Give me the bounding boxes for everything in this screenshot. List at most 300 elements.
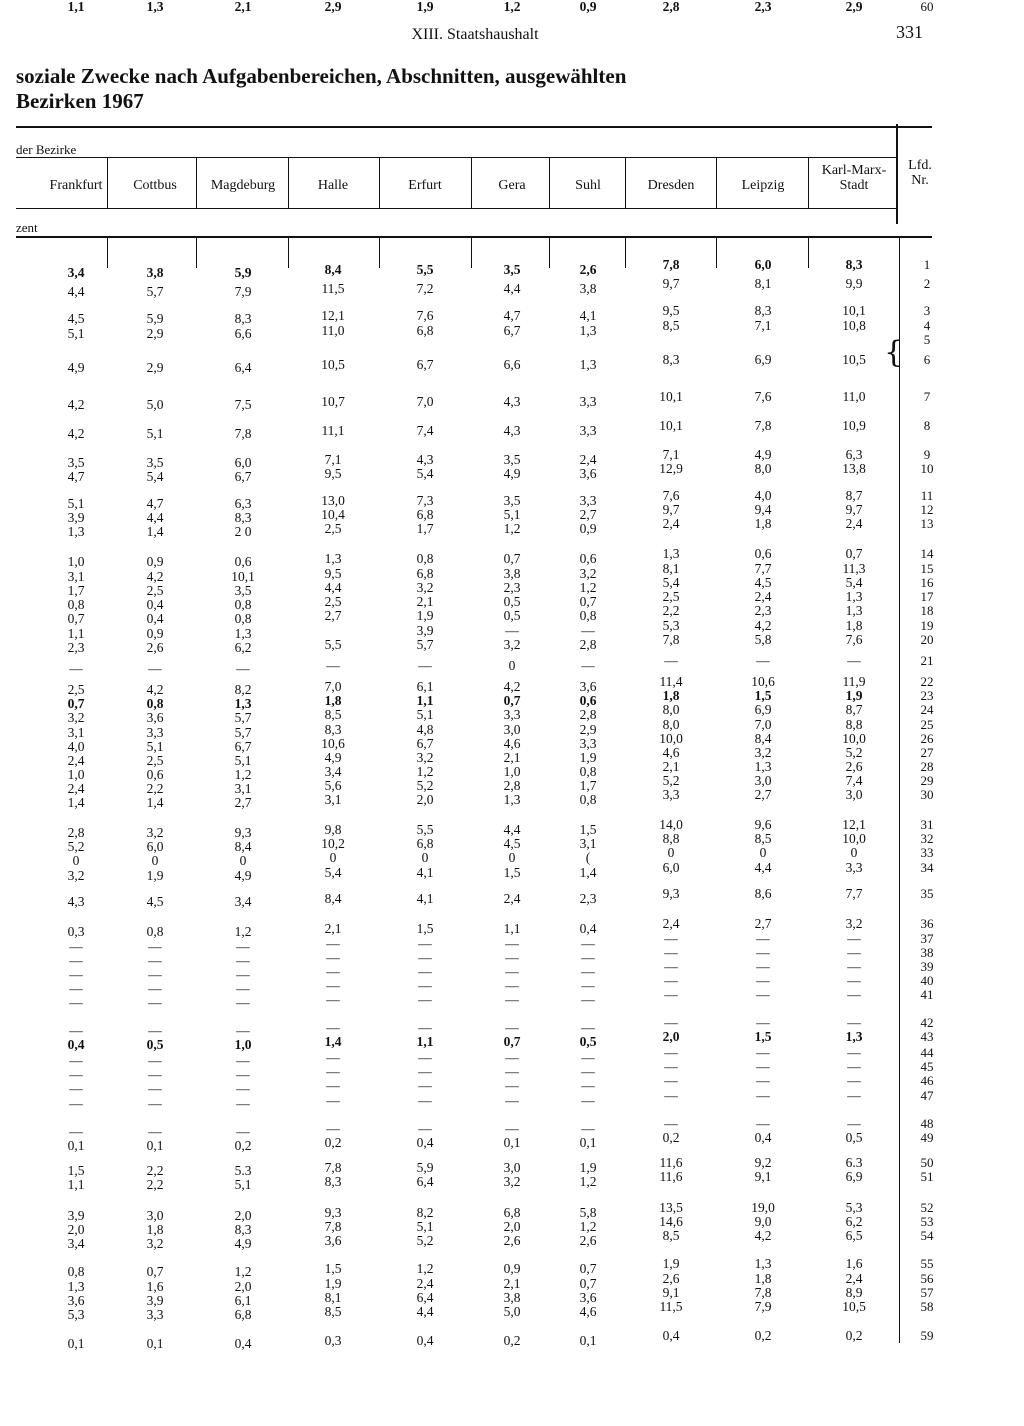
table-cell: 4,4 (416, 1304, 434, 1319)
table-cell: 2,1 (234, 0, 252, 14)
table-cell: 1,0 (67, 554, 85, 569)
table-cell: 2,6 (662, 1271, 680, 1286)
table-cell: — (326, 1050, 340, 1065)
table-cell: 2,1 (324, 921, 342, 936)
table-cell: 4,2 (67, 397, 85, 412)
table-cell: 4,5 (754, 575, 772, 590)
table-cell: 4,2 (146, 682, 164, 697)
table-cell: 2,6 (146, 640, 164, 655)
table-cell: 0,7 (503, 551, 521, 566)
table-cell: — (581, 658, 595, 673)
table-cell: 4,9 (324, 750, 342, 765)
table-cell: 1,2 (579, 1219, 597, 1234)
table-cell: — (756, 1015, 770, 1030)
table-cell: 8,3 (234, 1222, 252, 1237)
table-cell: 3,0 (503, 1160, 521, 1175)
row-number: 34 (920, 860, 934, 875)
table-cell: 4,6 (662, 745, 680, 760)
header-top-rule (16, 126, 932, 128)
table-cell: — (505, 978, 519, 993)
table-cell: 0,9 (503, 1261, 521, 1276)
table-cell: 6,8 (416, 566, 434, 581)
table-cell: 1,7 (579, 778, 597, 793)
table-cell: — (326, 978, 340, 993)
table-cell: 1,9 (579, 1160, 597, 1175)
row-number: 33 (920, 845, 934, 860)
table-cell: 10,0 (842, 831, 866, 846)
table-cell: 8,5 (324, 1304, 342, 1319)
table-cell: 4,5 (146, 894, 164, 909)
table-cell: — (756, 973, 770, 988)
table-cell: 8,5 (754, 831, 772, 846)
table-cell: 4,4 (503, 281, 521, 296)
table-cell: 1,3 (845, 603, 863, 618)
table-cell: 2,8 (503, 778, 521, 793)
table-cell: 12,1 (842, 817, 866, 832)
table-cell: 1,3 (234, 696, 252, 711)
table-cell: 5,9 (234, 265, 252, 280)
table-cell: 1,3 (579, 323, 597, 338)
table-cell: 4,4 (503, 822, 521, 837)
table-cell: — (69, 995, 83, 1010)
table-cell: — (148, 981, 162, 996)
row-number: 50 (920, 1155, 934, 1170)
table-cell: — (505, 623, 519, 638)
table-cell: 0,8 (67, 597, 85, 612)
table-cell: 11,6 (659, 1155, 683, 1170)
row-number: 26 (920, 731, 934, 746)
table-cell: 9,7 (845, 502, 863, 517)
table-cell: 1,2 (579, 1174, 597, 1189)
table-cell: — (847, 1088, 861, 1103)
table-cell: 9,2 (754, 1155, 772, 1170)
table-cell: 0,4 (416, 1333, 434, 1348)
table-cell: 4,5 (503, 836, 521, 851)
table-cell: — (236, 1081, 250, 1096)
table-cell: 6,8 (416, 507, 434, 522)
table-cell: 5,3 (662, 618, 680, 633)
table-cell: — (69, 981, 83, 996)
table-cell: 0,2 (754, 1328, 772, 1343)
table-cell: 2,5 (324, 521, 342, 536)
row-number: 17 (920, 589, 934, 604)
table-cell: — (326, 1020, 340, 1035)
table-cell: 0,7 (845, 546, 863, 561)
table-cell: — (581, 1093, 595, 1108)
row-number: 54 (920, 1228, 934, 1243)
table-cell: 9,7 (662, 502, 680, 517)
table-cell: 1,8 (754, 516, 772, 531)
table-cell: 8,4 (754, 731, 772, 746)
table-cell: — (581, 1078, 595, 1093)
row-number: 14 (920, 546, 934, 561)
table-cell: 5,7 (416, 637, 434, 652)
table-cell: — (505, 1078, 519, 1093)
row-number: 43 (920, 1029, 934, 1044)
column-divider (808, 158, 809, 208)
row-number: 4 (923, 318, 931, 333)
table-cell: 3,3 (579, 423, 597, 438)
row-number: 18 (920, 603, 934, 618)
row-number: 53 (920, 1214, 934, 1229)
table-cell: — (418, 978, 432, 993)
table-cell: 4,9 (503, 466, 521, 481)
row-number: 12 (920, 502, 934, 517)
table-cell: 1,3 (503, 792, 521, 807)
table-cell: — (418, 1078, 432, 1093)
table-cell: 4,7 (503, 308, 521, 323)
table-cell: 3,6 (67, 1293, 85, 1308)
table-cell: — (418, 1050, 432, 1065)
table-cell: 1,3 (67, 1279, 85, 1294)
table-cell: 8,2 (416, 1205, 434, 1220)
table-cell: 0,1 (503, 1135, 521, 1150)
column-divider (107, 158, 108, 208)
table-cell: 4,9 (234, 1236, 252, 1251)
table-cell: — (236, 981, 250, 996)
table-cell: 1,9 (662, 1256, 680, 1271)
table-cell: 4,4 (324, 580, 342, 595)
row-number: 29 (920, 773, 934, 788)
table-cell: — (418, 936, 432, 951)
row-number: 55 (920, 1256, 934, 1271)
column-divider (107, 238, 108, 268)
table-cell: 2,1 (416, 594, 434, 609)
group-label: der Bezirke (16, 142, 77, 157)
table-cell: — (69, 1053, 83, 1068)
table-cell: 3,5 (234, 583, 252, 598)
table-cell: 1,8 (845, 618, 863, 633)
table-cell: 7,5 (234, 397, 252, 412)
table-title-line-1: soziale Zwecke nach Aufgabenbereichen, Abschnitten, ausgewählten (16, 64, 627, 88)
table-cell: 1,1 (416, 693, 434, 708)
table-cell: 0,7 (579, 1261, 597, 1276)
table-cell: 3,4 (67, 265, 85, 280)
table-cell: 2 0 (234, 524, 252, 539)
table-cell: 13,8 (842, 461, 866, 476)
table-cell: 3,3 (146, 1307, 164, 1322)
table-cell: 3,4 (234, 894, 252, 909)
table-cell: 8,3 (845, 257, 863, 272)
table-cell: 4,3 (416, 452, 434, 467)
table-cell: 1,9 (324, 1276, 342, 1291)
table-cell: 5,3 (67, 1307, 85, 1322)
table-cell: 2,7 (754, 787, 772, 802)
table-cell: 6,0 (662, 860, 680, 875)
table-cell: 10,5 (321, 357, 345, 372)
table-cell: — (847, 1116, 861, 1131)
row-number: 22 (920, 674, 934, 689)
table-cell: 2,5 (67, 682, 85, 697)
table-cell: 9,0 (754, 1214, 772, 1229)
table-cell: 7,0 (416, 394, 434, 409)
table-cell: 4,1 (416, 891, 434, 906)
column-header: Halle (317, 178, 349, 193)
table-cell: 7,1 (324, 452, 342, 467)
table-cell: 2,8 (579, 707, 597, 722)
table-cell: — (664, 1045, 678, 1060)
table-cell: 4,6 (503, 736, 521, 751)
table-cell: 2,3 (754, 0, 772, 14)
table-cell: — (847, 987, 861, 1002)
table-cell: — (847, 653, 861, 668)
table-cell: 3,0 (754, 773, 772, 788)
table-cell: 4,9 (67, 360, 85, 375)
table-cell: 0,2 (845, 1328, 863, 1343)
table-cell: — (847, 959, 861, 974)
table-cell: — (236, 967, 250, 982)
table-cell: 5,6 (324, 778, 342, 793)
table-cell: — (847, 1059, 861, 1074)
table-cell: 3,1 (324, 792, 342, 807)
table-cell: 3,6 (579, 1290, 597, 1305)
table-cell: 3,0 (845, 787, 863, 802)
table-cell: 2,2 (662, 603, 680, 618)
table-cell: 1,1 (416, 1034, 434, 1049)
row-number: 59 (920, 1328, 934, 1343)
table-cell: 1,3 (754, 1256, 772, 1271)
table-cell: 2,8 (579, 637, 597, 652)
table-cell: 7,4 (416, 423, 434, 438)
table-cell: 2,0 (662, 1029, 680, 1044)
table-cell: 3,2 (146, 825, 164, 840)
table-cell: 7,7 (754, 561, 772, 576)
table-cell: 1,2 (579, 580, 597, 595)
row-number: 16 (920, 575, 934, 590)
table-cell: 1,3 (662, 546, 680, 561)
row-number: 52 (920, 1200, 934, 1215)
table-cell: 0,8 (416, 551, 434, 566)
table-cell: — (847, 1045, 861, 1060)
table-cell: 3,4 (324, 764, 342, 779)
table-cell: — (847, 1015, 861, 1030)
table-cell: 5,2 (416, 1233, 434, 1248)
table-cell: 10,6 (321, 736, 345, 751)
table-cell: 5,3 (845, 1200, 863, 1215)
table-cell: 3,1 (67, 569, 85, 584)
table-cell: 1,2 (234, 767, 252, 782)
table-cell: 1,2 (416, 764, 434, 779)
table-cell: 0,7 (67, 696, 85, 711)
table-cell: 10,9 (842, 418, 866, 433)
column-divider (625, 158, 626, 208)
table-cell: — (418, 1064, 432, 1079)
table-cell: 5,2 (845, 745, 863, 760)
table-cell: 0,9 (579, 0, 597, 14)
unit-label: zent (16, 220, 38, 235)
table-cell: 0,5 (579, 1034, 597, 1049)
table-cell: 6,4 (416, 1290, 434, 1305)
table-cell: 2,6 (845, 759, 863, 774)
table-cell: 2,2 (146, 781, 164, 796)
table-cell: 3,3 (146, 725, 164, 740)
table-cell: — (418, 658, 432, 673)
table-cell: — (505, 936, 519, 951)
table-cell: — (756, 1045, 770, 1060)
table-cell: 9,9 (845, 276, 863, 291)
row-number: 23 (920, 688, 934, 703)
table-cell: 0 (151, 853, 159, 868)
table-cell: 1,6 (845, 1256, 863, 1271)
row-number: 60 (920, 0, 934, 14)
table-cell: 2,0 (234, 1279, 252, 1294)
table-cell: 6,6 (503, 357, 521, 372)
table-cell: — (326, 1064, 340, 1079)
table-cell: 6,0 (234, 455, 252, 470)
table-cell: 3,8 (503, 566, 521, 581)
table-cell: 6,8 (234, 1307, 252, 1322)
table-cell: 8,3 (754, 303, 772, 318)
table-cell: 8,3 (234, 311, 252, 326)
table-cell: 3,5 (67, 455, 85, 470)
table-cell: 6,8 (503, 1205, 521, 1220)
table-cell: 1,4 (146, 524, 164, 539)
table-cell: 0,4 (67, 1037, 85, 1052)
table-cell: 0,1 (146, 1138, 164, 1153)
table-cell: 0,6 (146, 767, 164, 782)
table-cell: 0,5 (503, 608, 521, 623)
table-cell: 7,9 (234, 284, 252, 299)
table-cell: — (505, 992, 519, 1007)
table-cell: — (847, 931, 861, 946)
table-cell: — (581, 1064, 595, 1079)
table-cell: 5,1 (146, 426, 164, 441)
table-cell: — (418, 1121, 432, 1136)
table-cell: 6,8 (416, 323, 434, 338)
table-cell: 0,7 (579, 1276, 597, 1291)
column-divider (716, 158, 717, 208)
row-number: 48 (920, 1116, 934, 1131)
table-cell: 7,8 (754, 1285, 772, 1300)
table-cell: 7,9 (754, 1299, 772, 1314)
table-cell: 1,8 (146, 1222, 164, 1237)
table-cell: — (581, 950, 595, 965)
table-cell: — (236, 995, 250, 1010)
table-cell: — (148, 939, 162, 954)
table-cell: 3,6 (324, 1233, 342, 1248)
table-cell: 6,9 (754, 702, 772, 717)
table-cell: 11,0 (321, 323, 345, 338)
table-cell: — (326, 936, 340, 951)
row-number: 9 (923, 447, 931, 462)
table-cell: 2,4 (503, 891, 521, 906)
table-cell: 1,8 (324, 693, 342, 708)
table-cell: 6,7 (234, 469, 252, 484)
table-cell: 9,4 (754, 502, 772, 517)
table-cell: 2,9 (146, 360, 164, 375)
table-cell: 6,0 (754, 257, 772, 272)
table-cell: 1,1 (67, 626, 85, 641)
table-cell: 2,1 (503, 750, 521, 765)
table-cell: 2,7 (324, 608, 342, 623)
table-cell: 1,0 (234, 1037, 252, 1052)
table-cell: 7,8 (324, 1160, 342, 1175)
table-cell: 1,2 (234, 1264, 252, 1279)
row-number: 24 (920, 702, 934, 717)
table-cell: 5,9 (416, 1160, 434, 1175)
table-cell: 8,4 (234, 839, 252, 854)
row-number: 41 (920, 987, 934, 1002)
table-cell: 7,0 (324, 679, 342, 694)
column-divider (471, 238, 472, 268)
table-cell: — (418, 950, 432, 965)
table-cell: 0 (850, 845, 858, 860)
table-cell: 4,0 (754, 488, 772, 503)
table-cell: — (148, 1096, 162, 1111)
row-number: 21 (920, 653, 934, 668)
table-cell: 1,5 (503, 865, 521, 880)
table-cell: 3,1 (579, 836, 597, 851)
table-cell: 12,1 (321, 308, 345, 323)
table-cell: 2,4 (662, 916, 680, 931)
table-cell: — (148, 1023, 162, 1038)
table-cell: 7,8 (324, 1219, 342, 1234)
table-cell: 5,4 (662, 575, 680, 590)
table-cell: 3,3 (845, 860, 863, 875)
table-cell: 1,7 (416, 521, 434, 536)
table-cell: 2,9 (579, 722, 597, 737)
table-cell: — (505, 1064, 519, 1079)
row-number: 58 (920, 1299, 934, 1314)
group-rule (16, 157, 896, 158)
table-cell: 3,3 (579, 493, 597, 508)
table-cell: — (581, 1121, 595, 1136)
table-cell: 0,1 (67, 1138, 85, 1153)
table-cell: 4,0 (67, 739, 85, 754)
table-cell: 5,5 (416, 262, 434, 277)
table-cell: — (756, 1116, 770, 1131)
table-cell: 5,7 (146, 284, 164, 299)
table-cell: — (505, 1093, 519, 1108)
row-number: 7 (923, 389, 931, 404)
table-cell: — (326, 964, 340, 979)
table-cell: 6,3 (234, 496, 252, 511)
table-cell: 4,7 (146, 496, 164, 511)
table-cell: 4,5 (67, 311, 85, 326)
table-cell: 5,1 (416, 1219, 434, 1234)
table-cell: — (756, 1059, 770, 1074)
table-cell: 0,2 (503, 1333, 521, 1348)
table-cell: — (418, 992, 432, 1007)
table-cell: 6,7 (416, 736, 434, 751)
table-cell: 2,3 (503, 580, 521, 595)
table-cell: 2,2 (146, 1177, 164, 1192)
table-cell: — (756, 931, 770, 946)
table-cell: 10,0 (842, 731, 866, 746)
table-cell: 5,0 (146, 397, 164, 412)
table-cell: 1,9 (579, 750, 597, 765)
table-cell: — (756, 1073, 770, 1088)
table-cell: 10,4 (321, 507, 345, 522)
table-cell: 6,5 (845, 1228, 863, 1243)
table-cell: 0,8 (67, 1264, 85, 1279)
table-cell: 5.3 (234, 1163, 252, 1178)
table-cell: 9,6 (754, 817, 772, 832)
table-cell: — (69, 1124, 83, 1139)
table-cell: 3,5 (503, 452, 521, 467)
table-cell: 1,0 (67, 767, 85, 782)
table-cell: — (664, 959, 678, 974)
table-cell: 4,2 (754, 618, 772, 633)
column-header: Erfurt (408, 178, 442, 193)
table-cell: 1,5 (754, 1029, 772, 1044)
table-cell: 1,6 (146, 1279, 164, 1294)
table-cell: 2,5 (146, 753, 164, 768)
column-header: Suhl (575, 178, 601, 193)
table-cell: 1,8 (754, 1271, 772, 1286)
table-cell: 3,3 (662, 787, 680, 802)
table-cell: 1,3 (67, 524, 85, 539)
